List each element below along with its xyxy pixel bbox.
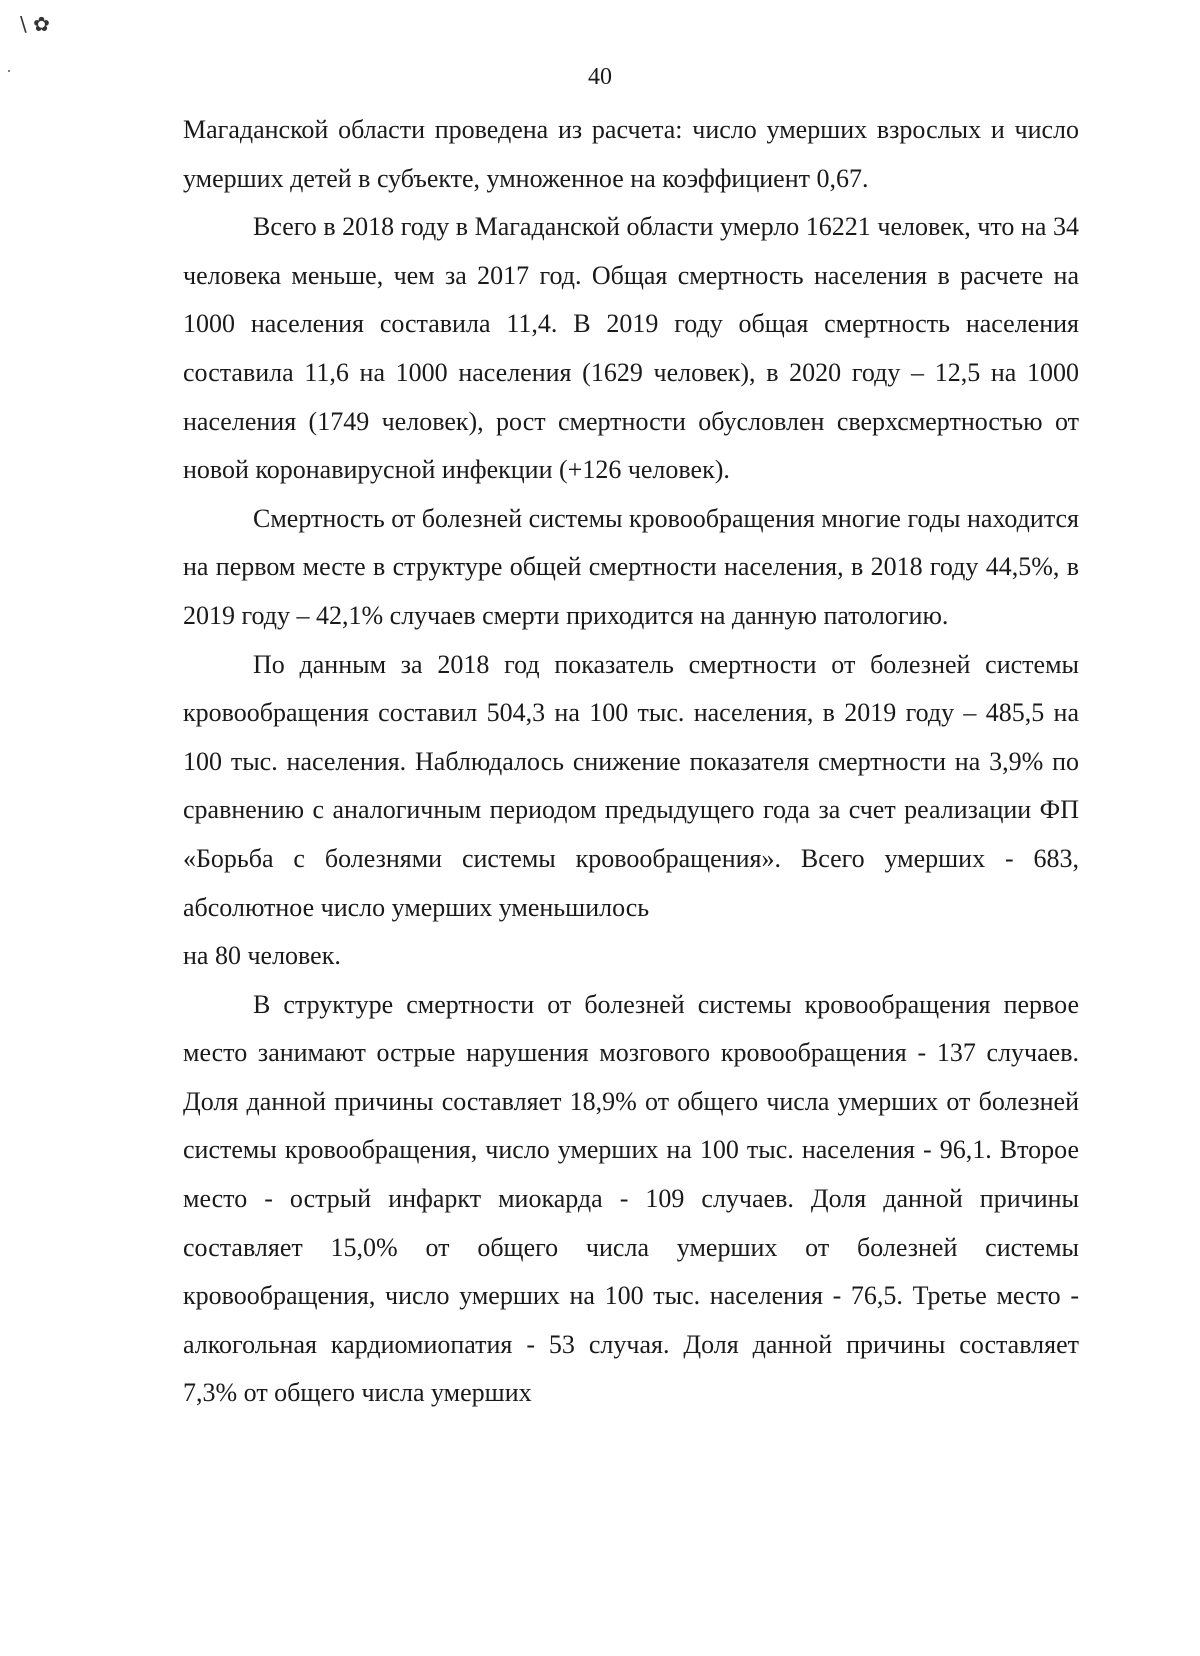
- scan-artifact-icon: \ ✿: [20, 12, 50, 36]
- page-number: 40: [588, 64, 612, 90]
- paragraph-1: Магаданской области проведена из расчета: число умерших взрослых и число умерших детей в субъекте, умноженное на коэффициент 0,67.: [183, 115, 1079, 193]
- paragraph-3: Смертность от болезней системы кровообращения многие годы находится на первом месте в структуре общей смертности населения, в 2018 году 44,5%, в 2019 году – 42,1% случаев смерти приходится на данную патологию.: [183, 503, 1079, 630]
- document-body: [183, 106, 1079, 1418]
- paragraph-4: По данным за 2018 год показатель смертности от болезней системы кровообращения составил 504,3 на 100 тыс. населения, в 2019 году – 485,5 на 100 тыс. населения. Наблюдалось снижение показателя смертности на 3,9% по сравнению с аналогичным периодом предыдущего года за счет реализации ФП «Борьба с болезнями системы кровообращения». Всего умерших - 683, абсолютное число умерших уменьшилось: [183, 649, 1079, 922]
- paragraph-5: на 80 человек.: [183, 941, 341, 971]
- paragraph-2: Всего в 2018 году в Магаданской области умерло 16221 человек, что на 34 человека меньше, чем за 2017 год. Общая смертность населения в расчете на 1000 населения составила 11,4. В 2019 году общая смертность населения составила 11,6 на 1000 населения (1629 человек), в 2020 году – 12,5 на 1000 населения (1749 человек), рост смертности обусловлен сверхсмертностью от новой коронавирусной инфекции (+126 человек).: [183, 212, 1079, 485]
- paragraph-6: В структуре смертности от болезней системы кровообращения первое место занимают острые нарушения мозгового кровообращения - 137 случаев. Доля данной причины составляет 18,9% от общего числа умерших от болезней системы кровообращения, число умерших на 100 тыс. населения - 96,1. Второе место - острый инфаркт миокарда - 109 случаев. Доля данной причины составляет 15,0% от общего числа умерших от болезней системы кровообращения, число умерших на 100 тыс. населения - 76,5. Третье место - алкогольная кардиомиопатия - 53 случая. Доля данной причины составляет 7,3% от общего числа умерших: [183, 989, 1079, 1408]
